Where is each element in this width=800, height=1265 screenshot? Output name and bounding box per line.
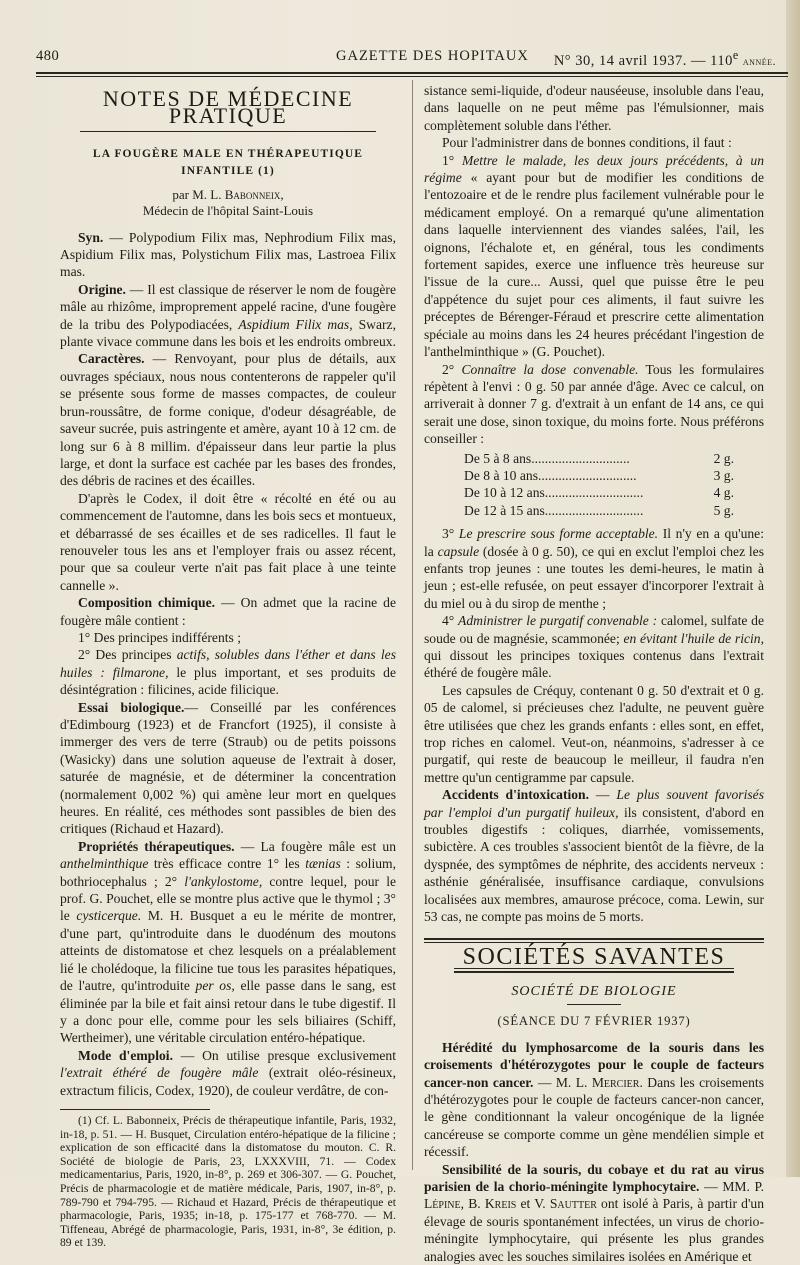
footnote-rule bbox=[60, 1109, 210, 1110]
article-title: LA FOUGÈRE MALE EN THÉRAPEUTIQUE INFANTILE (1) bbox=[92, 147, 364, 178]
paragraph-codex: D'après le Codex, il doit être « récolté en été ou au commencement de l'automne, dans les bois secs et montueux, et débarrassé de ses écailles et de ses radicelles. Il faut le renouveler tous les ans et l'employer frais ou assez récent, pour que sa couleur verte n'ait pas fait place à une teinte cannelle ». bbox=[60, 490, 396, 593]
journal-name: GAZETTE DES HOPITAUX bbox=[336, 48, 529, 64]
header-rule bbox=[36, 72, 788, 74]
right-column bbox=[424, 82, 764, 1265]
paragraph-principes-1: 1° Des principes indifférents ; bbox=[78, 629, 241, 645]
societe-biologie-title: SOCIÉTÉ DE BIOLOGIE bbox=[511, 983, 677, 999]
paragraph-crequy: Les capsules de Créquy, contenant 0 g. 50 d'extrait et 0 g. 05 de calomel, si précieuses chez l'adulte, ne peuvent guère être utilisées que chez les grands enfants : elles sont, en effet, trop riches en calomel. Veut-on, néanmoins, s'adresser à ce purgatif, qui reste de beaucoup le meilleur, il faudra n'en mettre qu'un centigramme par capsule. bbox=[424, 682, 764, 785]
paragraph-synonyms: Syn. — Polypodium Filix mas, Nephrodium Filix mas, Aspidium Filix mas, Polystichum Filix mas, Lastroea Filix mas. bbox=[60, 229, 396, 280]
dose-row: De 12 à 15 ans............................. 5 g. bbox=[464, 502, 734, 518]
section-rule bbox=[80, 131, 376, 132]
left-column bbox=[60, 82, 396, 1250]
short-rule bbox=[567, 1004, 621, 1005]
paragraph-heredite: Hérédité du lymphosarcome de la souris dans les croisements d'hétérozygotes pour le couple de facteurs cancer-non cancer. — M. L. Mercier. Dans les croisements d'hétérozygotes pour le couple de facteurs cancer-non cancer, le gène conditionnant la valeur oncogénique de la lignée cancéreuse se comporte comme un gène mendélien simple et récessif. bbox=[424, 1039, 764, 1160]
paragraph-purgatif: 4° Administrer le purgatif convenable : calomel, sulfate de soude ou de magnésie, scammonée; en évitant l'huile de ricin, qui dissout les principes toxiques contenus dans l'extrait éthéré de fougère mâle. bbox=[424, 613, 765, 681]
paragraph-consistance: sistance semi-liquide, d'odeur nauséeuse, insoluble dans l'eau, dans laquelle on ne peut même pas l'émulsionner, mais complètement soluble dans l'éther. bbox=[424, 83, 764, 133]
dose-row: De 5 à 8 ans............................. 2 g. bbox=[464, 450, 734, 466]
seance-date: (SÉANCE DU 7 FÉVRIER 1937) bbox=[497, 1014, 691, 1029]
paragraph-caracteres: Caractères. — Renvoyant, pour plus de détails, aux ouvrages spéciaux, nous nous contenterons de rappeler qu'il se présente sous forme de masses compactes, de couleur brun-roussâtre, de forme conique, d'odeur désagréable, de saveur sucrée, puis astringente et amère, ayant 10 à 12 cm. de long sur 6 à 8 millim. d'épaisseur dans leur partie la plus large, et dont la surface est cachée par les bases des frondes, des débris de racines et des écailles. bbox=[60, 351, 396, 489]
header-rule-thin bbox=[36, 76, 788, 77]
paragraph-accidents: Accidents d'intoxication. — Le plus souvent favorisés par l'emploi d'un purgatif huileux, ils consistent, d'abord en troubles digestifs : coliques, diarrhée, vomissements, subictère. A ces troubles s'associent bientôt de la fièvre, de la dyspnée, des symptômes de néphrite, des accidents nerveux : asthénie généralisée, insuffisance cardiaque, convulsions localisées aux membres, amaurose précoce, coma. Lewin, sur 53 cas, ne compte pas moins de 5 morts. bbox=[424, 787, 764, 925]
dose-row: De 10 à 12 ans............................. 4 g. bbox=[464, 485, 734, 501]
byline: par M. L. Babonneix, bbox=[172, 186, 284, 202]
paragraph-regime: 1° Mettre le malade, les deux jours précédents, à un régime « ayant pour but de modifier les conditions de l'entozoaire et de le rendre plus facilement vulnérable pour le médicament employé. On a remarqué qu'une alimentation dans laquelle interviennent des viandes salées, l'ail, les oignons, l'échalote et, en général, tous les condiments fortement sapides, exerce une influence très heureuse sur l'issue de la cure... Aussi, quel que puisse être le peu d'appétence du sujet pour ces aliments, il faut suivre les préceptes de Bérenger-Féraud et prescrire cette alimentation spéciale au moins dans les 24 heures précédant l'ingestion de l'anthelminthique » (G. Pouchet). bbox=[424, 152, 764, 360]
running-header bbox=[36, 44, 786, 69]
issue-info: N° 30, 14 avril 1937. — 110e année. bbox=[553, 48, 776, 69]
dose-row: De 8 à 10 ans............................. 3 g. bbox=[464, 467, 734, 483]
author-affiliation: Médecin de l'hôpital Saint-Louis bbox=[142, 202, 314, 218]
section-title: NOTES DE MÉDECINE PRATIQUE bbox=[102, 86, 354, 129]
paragraph-origine: Origine. — Il est classique de réserver le nom de fougère mâle au rhizôme, improprement appelé racine, d'une fougère de la tribu des Polypodiacées, Aspidium Filix mas, Swarz, plante vivace commune dans les bois et les endroits ombreux. bbox=[60, 281, 396, 350]
paragraph-composition: Composition chimique. — On admet que la racine de fougère mâle contient : bbox=[60, 595, 396, 628]
paragraph-forme: 3° Le prescrire sous forme acceptable. Il n'y en a qu'une: la capsule (dosée à 0 g. 50), ce qui en exclut l'emploi chez les enfants trop jeunes : une toutes les demi-heures, le matin à jeun ; est-elle refusée, on peut essayer d'incorporer l'extrait à du miel ou à du sirop de menthe ; bbox=[424, 526, 764, 611]
paragraph-principes-2: 2° Des principes actifs, solubles dans l'éther et dans les huiles : filmarone, le plus important, et ses produits de désintégration : filicines, acide filicique. bbox=[60, 647, 396, 698]
page-number: 480 bbox=[36, 48, 60, 64]
page-edge bbox=[786, 0, 800, 1177]
societes-title: SOCIÉTÉS SAVANTES bbox=[462, 943, 726, 970]
paragraph-sensibilite: Sensibilité de la souris, du cobaye et du rat au virus parisien de la chorio-méningite lymphocytaire. — MM. P. Lépine, B. Kreis et V. Sautter ont isolé à Paris, à partir d'un élevage de souris spontanément infectées, un virus de chorio-méningite lymphocytaire, qui présente les plus grandes analogies avec les souches similaires isolées en Amérique et bbox=[424, 1161, 764, 1264]
paragraph-administrer: Pour l'administrer dans de bonnes conditions, il faut : bbox=[442, 135, 732, 151]
paragraph-dose: 2° Connaître la dose convenable. Tous les formulaires répètent à l'envi : 0 g. 50 par année d'âge. Avec ce calcul, on arriverait à donner 7 g. d'extrait à un enfant de 14 ans, ce qui serait une dose, sinon toxique, du moins forte. Nous préférons conseiller : bbox=[424, 361, 764, 447]
section-divider bbox=[424, 938, 764, 943]
author-name: Babonneix, bbox=[224, 186, 284, 202]
paragraph-mode-emploi: Mode d'emploi. — On utilise presque exclusivement l'extrait éthéré de fougère mâle (extrait oléo-résineux, extractum filicis, Codex, 1920), de couleur verdâtre, de con- bbox=[60, 1047, 396, 1098]
dose-table bbox=[464, 450, 764, 520]
paragraph-essai: Essai biologique.— Conseillé par les conférences d'Edimbourg (1923) et de Francfort (1925), il consiste à immerger des vers de terre (Straub) ou de petits poissons (Wasicky) dans une solution aqueuse de l'extrait à doser, saturée de magnésie, et de déterminer la concentration (normalement 0,002 %) qui amène leur mort en quelques heures. En réalité, ces méthodes sont passibles de bien des critiques (Richaud et Hazard). bbox=[60, 699, 396, 837]
footnote: (1) Cf. L. Babonneix, Précis de thérapeutique infantile, Paris, 1932, in-18, p. 51. — H. Busquet, Circulation entéro-hépatique de la filicine ; explication de son efficacité dans la distomatose du mouton. C. R. Société de biologie de Paris, 23, LXXXVIII, 71. — Codex medicamentarius, Paris, 1920, in-8°, p. 269 et 306-307. — G. Pouchet, Précis de pharmacologie et de matière médicale, Paris, 1907, in-8°, p. 789-790 et 794-795. — Richaud et Hazard, Précis de thérapeutique et pharmacologie, Paris, 1935; in-18, p. 175-177 et 768-770. — M. Tiffeneau, Abrégé de pharmacologie, Paris, 1931, in-8°, 3e édition, p. 89 et 139. bbox=[60, 1113, 396, 1250]
column-separator bbox=[412, 80, 413, 1170]
paragraph-proprietes: Propriétés thérapeutiques. — La fougère mâle est un anthelminthique très efficace contre 1° les tænias : solium, bothriocephalus ; 2° l'ankylostome, contre lequel, pour le prof. G. Pouchet, elle se montre plus active que le thymol ; 3° le cysticerque. M. H. Busquet a eu le mérite de montrer, d'une part, qu'introduite dans le duodénum des moutons atteints de distomatose et chez lesquels on a préalablement lié le cholédoque, la filicine tue tous les parasites hépatiques, de l'autre, qu'introduite per os, elle passe dans le sang, est éliminée par la bile et fait ainsi retour dans le tube digestif. Il y a donc pour elle, comme pour les sels biliaires (Schiff, Wertheimer), une véritable circulation entéro-hépatique. bbox=[60, 838, 396, 1046]
